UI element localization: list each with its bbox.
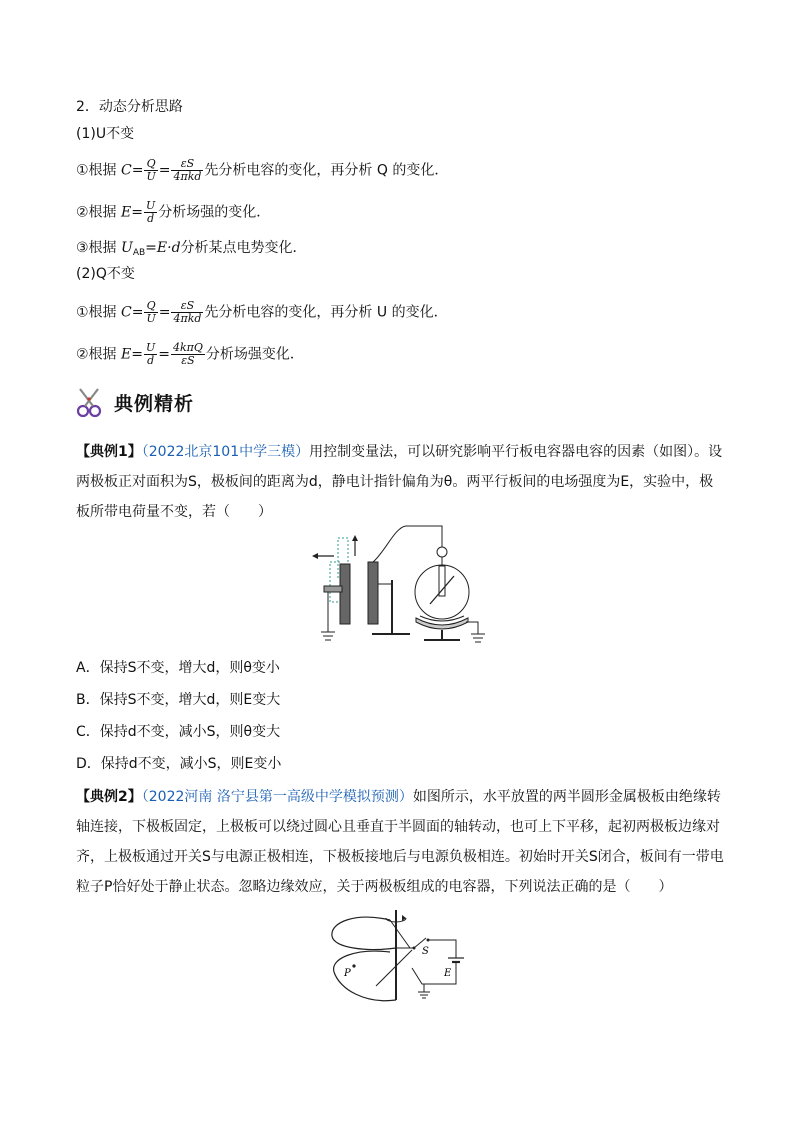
example-2-text: 如图所示，水平放置的两半圆形金属极板由绝缘转轴连接，下极板固定，上极板可以绕过圆心且垂直于半圆面的轴转动，也可上下平移，起初两极板边缘对齐，上极板通过开关S与电源正极相连，下极板接地后与电源负极相连。初始时开关S闭合，板间有一带电粒子P恰好处于静止状态。忽略边缘效应，关于两极板组成的电容器，下列说法正确的是（ ） [76,789,724,895]
movable-plate [340,564,350,624]
label-p: P [344,968,351,979]
figure-2-semicircle-capacitor [326,908,476,1008]
example-2-source: （2022河南 洛宁县第一高级中学模拟预测） [141,789,413,805]
u-constant-label: (1)U不变 [76,126,135,142]
u-step-1: ①根据 C= $\frac{Q}{U}$ = $\frac{\varepsilon S}{\text{4πkd}}$ 先分析电容的变化，再分析 Q 的变化． [76,157,449,183]
example-1-source: （2022北京101中学三模） [141,444,310,460]
figure-1-electrometer-apparatus [310,522,500,650]
fraction-u-over-d: $\frac{U}{d}$ [145,199,156,225]
upper-plate [332,917,396,949]
section-title: 2．动态分析思路 [76,99,183,115]
particle-p [352,964,355,967]
u-step-2: ②根据 E= $\frac{U}{d}$ 分析场强的变化． [76,199,271,225]
example-1-tag: 【典例1】 [76,444,142,460]
label-e: E [444,968,452,979]
u-step-3: ③根据 $U_{AB}=E\cdot d$分析某点电势变化． [76,240,307,258]
electrometer-knob [437,547,447,557]
heading-text: 典例精析 [114,392,195,415]
example-2-question [76,782,726,902]
example-2-tag: 【典例2】 [76,789,142,805]
q-step-1: ①根据 C= $\frac{Q}{U}$ = $\frac{\varepsilon S}{\text{4πkd}}$ 先分析电容的变化，再分析 U 的变化． [76,299,448,325]
fixed-plate [368,562,378,624]
example-1-text: 用控制变量法，可以研究影响平行板电容器电容的因素（如图）。设两极板正对面积为S，极板间的距离为d，静电计指针偏角为θ。两平行板间的电场强度为E，实验中，极板所带电荷量不变，若（ ） [76,444,723,520]
step-number: ①根据 [76,162,122,179]
step-text: 先分析电容的变化，再分析 Q 的变化． [204,162,449,179]
example-1-question [76,437,726,527]
label-s: S [422,946,429,957]
option-b: B．保持S不变，增大d，则E变大 [76,692,281,708]
section-heading [74,384,194,420]
option-a: A．保持S不变，增大d，则θ变小 [76,660,280,676]
fraction-es-over-4pikd: $\frac{\varepsilon S}{\text{4πkd}}$ [173,157,202,183]
option-d: D．保持d不变，减小S，则E变小 [76,756,282,772]
option-c: C．保持d不变，减小S，则θ变大 [76,724,281,740]
fraction-q-over-u: $\frac{Q}{U}$ [146,157,156,183]
q-step-2: ②根据 E= $\frac{U}{d}$ = $\frac{\text{4kπQ}}{\varepsilon S}$ 分析场强变化． [76,341,304,367]
q-constant-label: (2)Q不变 [76,266,135,282]
scissors-icon [74,385,108,419]
fraction-4kpiq-over-es: $\frac{\text{4kπQ}}{\varepsilon S}$ [173,341,203,367]
